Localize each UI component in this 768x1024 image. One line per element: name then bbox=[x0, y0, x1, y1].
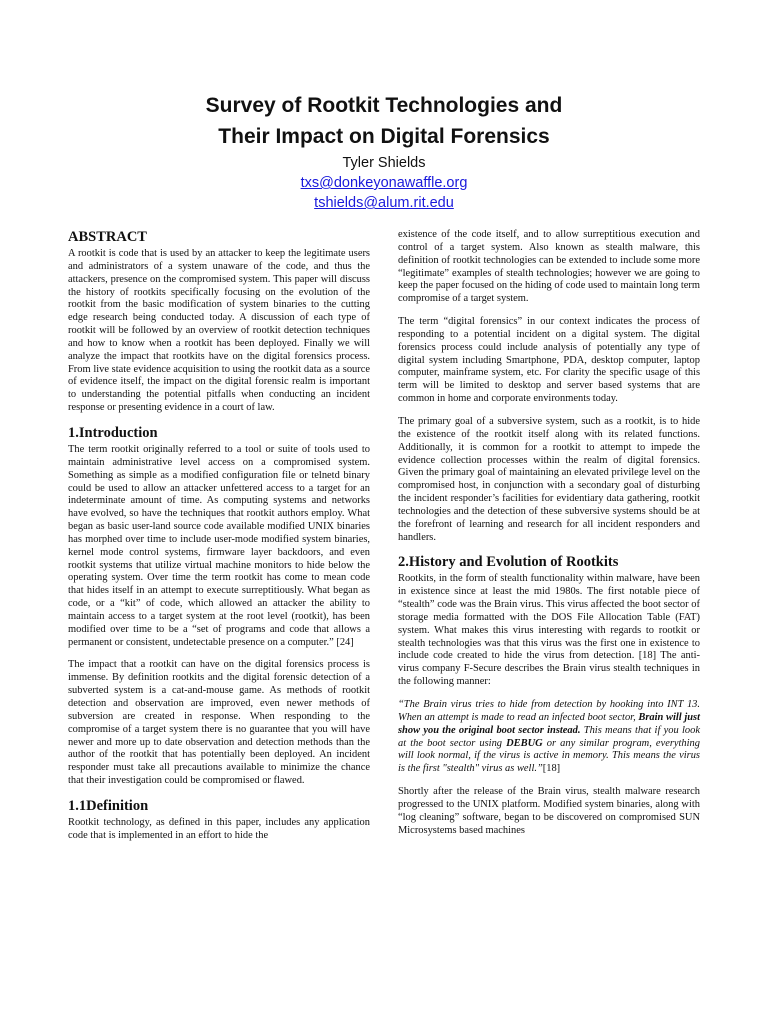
unix-paragraph: Shortly after the release of the Brain virus, stealth malware research progressed to the UNIX platform. Modified system binaries, along with “log cleaning” software, began to be discovered on compromised SUN Microsystems based machines bbox=[398, 786, 700, 836]
quote-text-1: “The Brain virus tries to hide from detection by hooking into INT 13. When an attempt is made to read an infected boot sector, bbox=[398, 699, 700, 723]
right-column bbox=[398, 229, 700, 847]
definition-heading: 1.1Definition bbox=[68, 797, 149, 814]
left-column bbox=[68, 229, 370, 853]
quote-text-2: This means that if you look at the boot sector using bbox=[398, 724, 700, 749]
paper-title-line-2: Their Impact on Digital Forensics bbox=[218, 125, 550, 148]
brain-virus-quote bbox=[398, 699, 700, 776]
quote-citation: [18] bbox=[542, 763, 561, 775]
paper-title-line-1: Survey of Rootkit Technologies and bbox=[205, 94, 563, 117]
history-heading: 2.History and Evolution of Rootkits bbox=[398, 554, 619, 571]
introduction-paragraph-1: The term rootkit originally referred to a tool or suite of tools used to maintain administrative level access on a compromised system. Something as simple as a modified configuration file or telnetd binary could be used to allow an attacker unfettered access to a target for an indeterminate amount of time. As computing systems and networks have evolved, so have the techniques that rootkit authors employ. What began as basic user-land source code available modified UNIX binaries has morphed over time to include user-mode modified system binaries, kernel mode control systems, firmware layer backdoors, and even rootkit systems that utilize virtual machine monitors to hide below the operating system. Over time the term rootkit has come to mean code that hides itself in an attempt to execute surreptitiously. What began as code, or a “kit” of code, which allowed an attacker the ability to maintain access to a target system at the root level (rootkit), has been modified over time to be a “set of programs and code that allows a permanent or consistent, undetectable presence on a computer.” [24] bbox=[68, 443, 370, 648]
abstract-text: A rootkit is code that is used by an attacker to keep the legitimate users and administrators of a system unaware of the code, and thus the attackers, presence on the compromised system. This paper will discuss the history of rootkits specifically focusing on the evolution of the rootkit from the basic modification of system binaries to the cutting edge research being conducted today. A discussion of each type of rootkit will be followed by an overview of rootkit detection techniques and how to know when a rootkit has been deployed. Finally we will analyze the impact that rootkits have on the digital forensics process. From live state evidence acquisition to using the rootkit data as a source of evidence itself, the impact on the digital forensic realm is important to understanding the potential pitfalls when conducting an incident response or presenting evidence in a court of law. bbox=[68, 248, 370, 414]
abstract-heading: ABSTRACT bbox=[68, 229, 147, 245]
email-link-2[interactable]: tshields@alum.rit.edu bbox=[314, 195, 454, 211]
email-link-1[interactable]: txs@donkeyonawaffle.org bbox=[300, 175, 468, 191]
digital-forensics-paragraph: The term “digital forensics” in our context indicates the process of responding to a potential incident on a digital system. The digital forensics process could include analysis of potentially any type of digital system including Smartphone, PDA, desktop computer, laptop computer, mainframe system, etc. For clarity the specific usage of this term will be limited to desktop and server based systems that are common in home and corporate environments today. bbox=[398, 316, 700, 405]
history-paragraph: Rootkits, in the form of stealth functionality within malware, have been in existence since at least the mid 1980s. The first notable piece of “stealth” code was the Brain virus. This virus affected the boot sector of storage media formatted with the DOS File Allocation Table (FAT) system. What makes this virus interesting with regards to rootkit or stealth technologies was that this virus was the first one in existence to include code created to hide the virus from detection. [18] The anti-virus company F-Secure describes the Brain virus stealth techniques in the following manner: bbox=[398, 573, 700, 688]
title-block bbox=[0, 90, 768, 213]
primary-goal-paragraph: The primary goal of a subversive system, such as a rootkit, is to hide the existence of the rootkit itself along with its related functions. Additionally, it is common for a rootkit to attempt to impede the evidence collection processes within the realm of digital forensics. Given the primary goal of maintaining an elevated privilege level on the compromised host, in conjunction with a secondary goal of disturbing the incident responder’s facilities for evidentiary data gathering, rootkit technologies and the detection of these subversive systems should be at the forefront of learning and research for all incident responders and handlers. bbox=[398, 415, 700, 543]
author-name: Tyler Shields bbox=[342, 155, 426, 171]
definition-paragraph: Rootkit technology, as defined in this paper, includes any application code that is implemented in an effort to hide the bbox=[68, 816, 370, 841]
introduction-paragraph-2: The impact that a rootkit can have on the digital forensics process is immense. By definition rootkits and the digital forensic detection of a subverted system is a cat-and-mouse game. As methods of rootkit detection and observation are improved, even newer methods of subversion are created in response. When responding to the compromise of a target system there is no guarantee that you will have newer and more up to date observation and detection methods than the author of the rootkit that has potentially been deployed. An incident responder must take all precautions available to minimize the chance that their investigation could be compromised or flawed. bbox=[68, 659, 370, 787]
introduction-heading: 1.Introduction bbox=[68, 424, 158, 441]
quote-bold-1: Brain will just show you the original boot sector instead. bbox=[398, 711, 701, 736]
quote-bold-debug: DEBUG bbox=[506, 737, 543, 749]
quote-text-3: or any similar program, everything will look normal, if the virus is active in memory. This means the virus is the first "stealth" virus as well.” bbox=[398, 737, 700, 775]
definition-continued: existence of the code itself, and to allow surreptitious execution and control of a target system. Also known as stealth malware, this definition of rootkit technologies can be extended to include some more “legitimate” examples of stealth technologies; however we are going to keep the paper focused on the hiding of code used to maintain long term compromise of a target system. bbox=[398, 229, 700, 305]
